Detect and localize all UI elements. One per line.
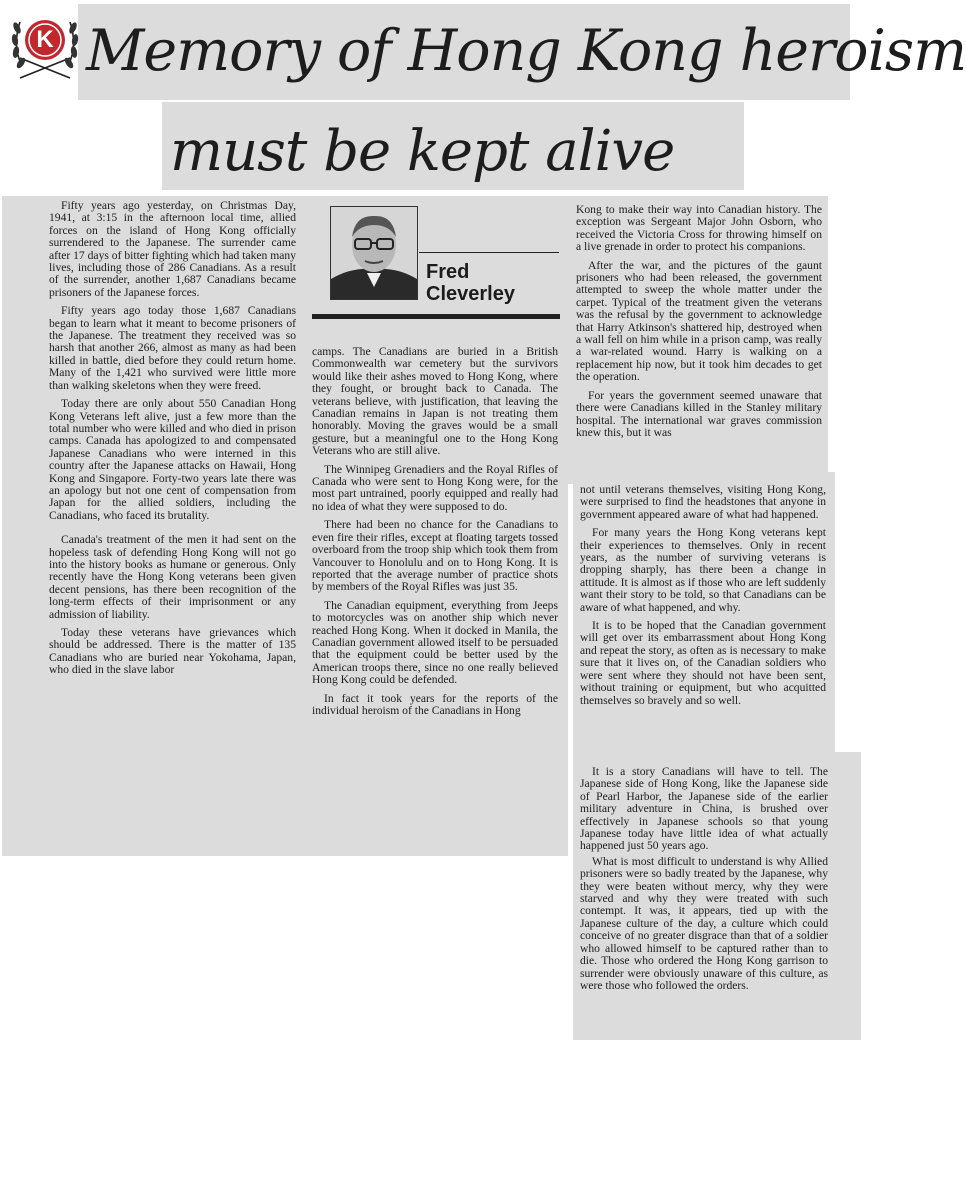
paragraph: It is a story Canadians will have to tell. The Japanese side of Hong Kong, like the Japanese side of Pearl Harbor, the Japanese side of the earlier military adventure in China, is brushed over effectively in Japanese schools so that young Japanese today have little idea of what actually happened just 50 years ago. <box>580 765 828 853</box>
headline-line-2: must be kept alive <box>170 119 675 184</box>
paragraph: Kong to make their way into Canadian history. The exception was Sergeant Major John Osborn, who received the Victoria Cross for throwing himself on a live grenade in order to protect his companions. <box>576 203 822 254</box>
paragraph: The Canadian equipment, everything from Jeeps to motorcycles was on another ship which never reached Hong Kong. When it docked in Manila, the Canadian government allowed itself to be persuaded that the equipment could be better used by the American troops there, since no one really believed Hong Kong could be defended. <box>312 598 558 687</box>
paragraph: Fifty years ago yesterday, on Christmas Day, 1941, at 3:15 in the afternoon local time, allied forces on the island of Hong Kong officially surrendered to the Japanese. The surrender came after 17 days of bitter fighting which had taken many lives, including those of 286 Canadians. As a result of the surrender, another 1,687 Canadians became prisoners of the Japanese forces. <box>49 199 296 299</box>
paragraph: Today these veterans have grievances which should be addressed. There is the matter of 135 Canadians who are buried near Yokohama, Japan, who died in the slave labor <box>49 626 296 677</box>
paragraph: For many years the Hong Kong veterans kept their experiences to themselves. Only in recent years, as the number of surviving veterans is dropping sharply, has there been a change in attitude. It is almost as if those who are left suddenly want their story to be told, so that Canadians can be aware of what happened, and why. <box>580 526 826 614</box>
article-column-2 <box>312 346 558 723</box>
paragraph: It is to be hoped that the Canadian government will get over its embarrassment about Hong Kong and repeat the story, as often as is necessary to make sure that it lives on, of the Canadian soldiers who were sent where they should not have been sent, without training or equipment, but who acquitted themselves so bravely and so well. <box>580 619 826 707</box>
logo-letter: K <box>36 26 54 53</box>
column-rule <box>312 314 560 319</box>
paragraph: After the war, and the pictures of the gaunt prisoners who had been released, the government attempted to sweep the whole matter under the carpet. Typical of the treatment given the veterans was the refusal by the government to acknowledge that Harry Atkinson's shattered hip, destroyed when a wall fell on him while in a prison camp, was really a war-related wound. Harry is walking on a replacement hip now, but it took him decades to get the operation. <box>576 258 822 384</box>
article-column-3-middle <box>580 484 826 713</box>
paragraph: The Winnipeg Grenadiers and the Royal Rifles of Canada who were sent to Hong Kong were, for the most part untrained, poorly equipped and really had no idea of what they were supposed to do. <box>312 462 558 513</box>
paragraph: Fifty years ago today those 1,687 Canadians began to learn what it meant to become prisoners of the Japanese. The treatment they received was so harsh that another 266, almost as many as had been killed in battle, died before they could return home. Many of the 1,421 who survived were little more than walking skeletons when they were freed. <box>49 304 296 392</box>
paragraph: camps. The Canadians are buried in a British Commonwealth war cemetery but the survivors would like their ashes moved to Hong Kong, where they fought, or brought back to Canada. The veterans believe, with justification, that leaving the Canadian remains in Japan is not treating them honorably. Moving the graves would be a small gesture, but a meaningful one to the Hong Kong Veterans who are still alive. <box>312 345 558 458</box>
byline-last-name: Cleverley <box>426 283 515 305</box>
paragraph: In fact it took years for the reports of the individual heroism of the Canadians in Hong <box>312 691 558 717</box>
author-photo <box>330 206 418 300</box>
article-column-3-top <box>576 204 822 445</box>
headline-line-1: Memory of Hong Kong heroism <box>86 18 966 84</box>
paragraph: Canada's treatment of the men it had sent on the hopeless task of defending Hong Kong will not go into the history books as humane or generous. Only recently have the Hong Kong veterans been given decent pensions, has there been recognition of the long-term effects of their imprisonment or any admission of liability. <box>49 533 296 621</box>
paragraph: not until veterans themselves, visiting Hong Kong, were surprised to find the headstones that anyone in government appeared aware of what had happened. <box>580 483 826 521</box>
paragraph: Today there are only about 550 Canadian Hong Kong Veterans left alive, just a few more than the total number who were killed and who died in prison camps. Canada has apologized to and compensated Japanese Canadians who were interned in this country after the Japanese attacks on Hawaii, Hong Kong and Singapore. Forty-two years late there was an apology but not one cent of compensation from Japan for the allied soldiers, including the Canadians, who faced its brutality. <box>49 397 296 522</box>
article-column-3-bottom <box>580 766 828 998</box>
paragraph: There had been no chance for the Canadians to even fire their rifles, except at floating targets tossed overboard from the troop ship which took them from Vancouver to Honolulu and on to Hong Kong. It is reported that the average number of practice shots by members of the Royal Rifles was just 35. <box>312 518 558 594</box>
byline-divider <box>419 252 559 253</box>
paragraph: For years the government seemed unaware that there were Canadians killed in the Stanley military hospital. The international war graves commission knew this, but it was <box>576 388 822 439</box>
byline-first-name: Fred <box>426 261 470 283</box>
paragraph: What is most difficult to understand is why Allied prisoners were so badly treated by the Japanese, why they were beaten without mercy, why they were starved and why they were treated with such contempt. It was, it appears, tied up with the Japanese culture of the day, a culture which could conceive of no greater disgrace than that of a soldier who allowed himself to be captured rather than to die. Those who ordered the Hong Kong garrison to surrender were obviously unaware of this culture, as were those who followed the orders. <box>580 854 828 992</box>
wreath-crest-icon <box>8 6 82 84</box>
article-column-1 <box>49 200 296 683</box>
